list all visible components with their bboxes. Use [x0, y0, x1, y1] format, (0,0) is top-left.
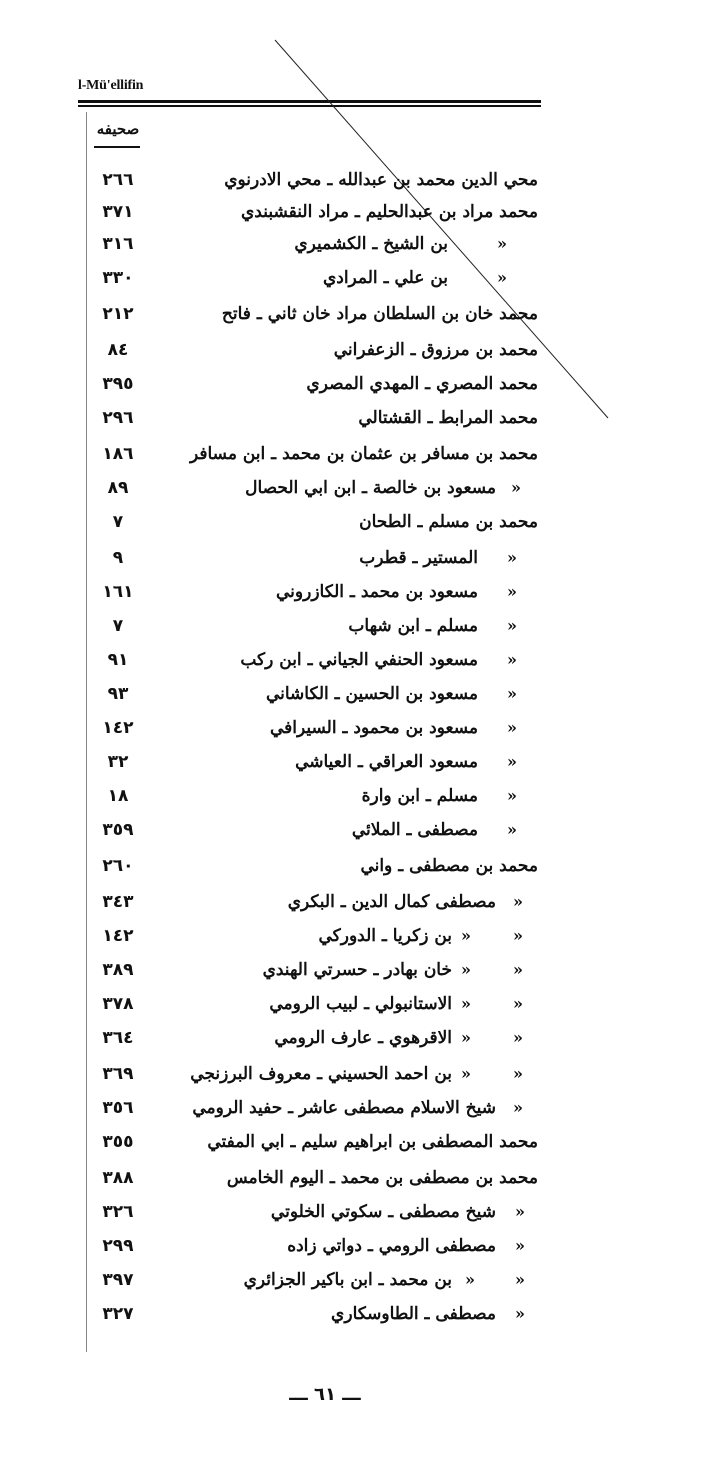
- entry-page-number: ٣٥٩: [102, 820, 134, 840]
- entry-page-number: ٣٥٦: [102, 1098, 134, 1118]
- ditto-mark: »: [513, 960, 523, 979]
- entry-page-number: ٧: [112, 512, 124, 532]
- index-entry: [0, 1230, 703, 1262]
- ditto-mark: »: [461, 994, 471, 1013]
- entry-name: مسلم ـ ابن شهاب: [348, 616, 478, 636]
- ditto-mark: »: [507, 786, 517, 805]
- index-entry: [0, 954, 703, 986]
- entry-page-number: ١٤٢: [102, 926, 134, 946]
- entry-name: الاقرهوي ـ عارف الرومي: [274, 1028, 452, 1048]
- entry-page-number: ٣٦٩: [102, 1064, 134, 1084]
- ditto-mark: »: [513, 994, 523, 1013]
- entry-page-number: ٢٦٠: [102, 856, 134, 876]
- ditto-mark: »: [507, 616, 517, 635]
- ditto-mark: »: [461, 926, 471, 945]
- ditto-mark: »: [507, 820, 517, 839]
- entry-name: مسعود بن خالصة ـ ابن ابي الحصال: [245, 478, 496, 498]
- entry-name: مصطفى الرومي ـ دواتي زاده: [287, 1236, 496, 1256]
- ditto-mark: »: [461, 1064, 471, 1083]
- entry-page-number: ٣٨٨: [102, 1168, 134, 1188]
- entry-name: مسعود العراقي ـ العياشي: [295, 752, 478, 772]
- entry-name: بن احمد الحسيني ـ معروف البرزنجي: [190, 1064, 452, 1084]
- ditto-mark: »: [507, 752, 517, 771]
- entry-name: مصطفى ـ الطاوسكاري: [331, 1304, 496, 1324]
- entry-page-number: ٢٦٦: [102, 170, 134, 190]
- entry-name: محمد المصري ـ المهدي المصري: [306, 374, 538, 394]
- ditto-mark: »: [497, 234, 507, 253]
- entry-page-number: ٣٧٨: [102, 994, 134, 1014]
- entry-name: بن علي ـ المرادي: [322, 268, 448, 288]
- index-entry: [0, 438, 703, 470]
- entry-page-number: ٣٦٤: [102, 1028, 134, 1048]
- index-entry: [0, 610, 703, 642]
- entry-page-number: ٢٩٦: [102, 408, 134, 428]
- entry-page-number: ٣٩٥: [102, 374, 134, 394]
- ditto-mark: »: [507, 548, 517, 567]
- entry-name: محمد بن مسافر بن عثمان بن محمد ـ ابن مسافر: [189, 444, 538, 464]
- index-entry: [0, 746, 703, 778]
- entry-page-number: ٣٣٠: [102, 268, 134, 288]
- index-entry: [0, 196, 703, 228]
- entry-page-number: ١٨: [107, 786, 129, 806]
- ditto-mark: »: [511, 478, 521, 497]
- index-entry: [0, 576, 703, 608]
- entry-name: الاستانبولي ـ لبيب الرومي: [269, 994, 452, 1014]
- entry-page-number: ٣٢٧: [102, 1304, 134, 1324]
- ditto-mark: »: [461, 960, 471, 979]
- ditto-mark: »: [513, 1064, 523, 1083]
- entry-page-number: ٢١٢: [102, 304, 134, 324]
- entry-name: المستير ـ قطرب: [359, 548, 478, 568]
- index-entry: [0, 228, 703, 260]
- index-entry: [0, 262, 703, 294]
- entry-page-number: ٣١٦: [102, 234, 134, 254]
- entry-page-number: ٩٣: [107, 684, 129, 704]
- ditto-mark: »: [461, 1028, 471, 1047]
- ditto-mark: »: [515, 1236, 525, 1255]
- ditto-mark: »: [515, 1202, 525, 1221]
- ditto-mark: »: [507, 718, 517, 737]
- entry-page-number: ١٨٦: [102, 444, 134, 464]
- entry-page-number: ١٤٢: [102, 718, 134, 738]
- index-entry: [0, 506, 703, 538]
- ditto-mark: »: [507, 582, 517, 601]
- index-entry: [0, 334, 703, 366]
- entry-name: بن محمد ـ ابن باكير الجزائري: [243, 1270, 452, 1290]
- index-entry: [0, 1264, 703, 1296]
- entry-name: محمد المصطفى بن ابراهيم سليم ـ ابي المفتي: [207, 1132, 538, 1152]
- entry-page-number: ٧: [112, 616, 124, 636]
- index-entry: [0, 678, 703, 710]
- index-entry: [0, 814, 703, 846]
- index-entry: [0, 712, 703, 744]
- ditto-mark: »: [507, 684, 517, 703]
- entry-page-number: ٨٩: [107, 478, 129, 498]
- entry-page-number: ٣٨٩: [102, 960, 134, 980]
- entry-name: محمد بن مرزوق ـ الزعفراني: [333, 340, 538, 360]
- entry-page-number: ٣٢٦: [102, 1202, 134, 1222]
- ditto-mark: »: [515, 1270, 525, 1289]
- page-column-header: صحيفه: [96, 120, 140, 138]
- entry-page-number: ٣٩٧: [102, 1270, 134, 1290]
- index-entry: [0, 402, 703, 434]
- ditto-mark: »: [513, 892, 523, 911]
- index-entry: [0, 164, 703, 196]
- entry-name: محمد المرابط ـ القشتالي: [358, 408, 538, 428]
- index-entry: [0, 1162, 703, 1194]
- entry-name: مسعود بن محمود ـ السيرافي: [269, 718, 478, 738]
- entry-page-number: ٩: [112, 548, 124, 568]
- entry-name: محمد بن مسلم ـ الطحان: [359, 512, 538, 532]
- ditto-mark: »: [465, 1270, 475, 1289]
- entry-name: مسعود الحنفي الجياني ـ ابن ركب: [240, 650, 478, 670]
- running-head: l-Mü'ellifin: [78, 78, 144, 93]
- entry-name: مسعود بن الحسين ـ الكاشاني: [265, 684, 478, 704]
- ditto-mark: »: [507, 650, 517, 669]
- entry-page-number: ٨٤: [107, 340, 129, 360]
- entry-name: محمد بن مصطفى ـ واني: [360, 856, 538, 876]
- index-entry: [0, 644, 703, 676]
- index-entry: [0, 1022, 703, 1054]
- index-entry: [0, 886, 703, 918]
- index-entry: [0, 920, 703, 952]
- entry-page-number: ٣٧١: [102, 202, 134, 222]
- entry-name: محمد خان بن السلطان مراد خان ثاني ـ فاتح: [221, 304, 538, 324]
- index-entry: [0, 368, 703, 400]
- ditto-mark: »: [513, 926, 523, 945]
- index-entry: [0, 1126, 703, 1158]
- ditto-mark: »: [515, 1304, 525, 1323]
- ditto-mark: »: [513, 1028, 523, 1047]
- entry-name: محي الدين محمد بن عبدالله ـ محي الادرنوي: [224, 170, 538, 190]
- entry-name: مسلم ـ ابن وارة: [361, 786, 478, 806]
- entry-name: مصطفى ـ الملائي: [351, 820, 478, 840]
- index-entry: [0, 298, 703, 330]
- entry-name: محمد مراد بن عبدالحليم ـ مراد النقشبندي: [241, 202, 538, 222]
- index-entry: [0, 1298, 703, 1330]
- entry-page-number: ٢٩٩: [102, 1236, 134, 1256]
- ditto-mark: »: [497, 268, 507, 287]
- index-entry: [0, 988, 703, 1020]
- index-entry: [0, 1196, 703, 1228]
- index-entry: [0, 542, 703, 574]
- entry-page-number: ٩١: [107, 650, 129, 670]
- entry-name: بن زكريا ـ الدوركي: [318, 926, 452, 946]
- entry-name: خان بهادر ـ حسرتي الهندي: [262, 960, 452, 980]
- entry-name: مسعود بن محمد ـ الكازروني: [276, 582, 478, 602]
- entry-name: شيخ الاسلام مصطفى عاشر ـ حفيد الرومي: [192, 1098, 496, 1118]
- index-entry: [0, 850, 703, 882]
- ditto-mark: »: [513, 1098, 523, 1117]
- index-entry: [0, 1058, 703, 1090]
- index-entry: [0, 472, 703, 504]
- entry-page-number: ٣٤٣: [102, 892, 134, 912]
- entry-page-number: ١٦١: [102, 582, 134, 602]
- entry-name: مصطفى كمال الدين ـ البكري: [287, 892, 496, 912]
- index-entry: [0, 780, 703, 812]
- entry-name: شيخ مصطفى ـ سكوتي الخلوتي: [270, 1202, 496, 1222]
- index-entry: [0, 1092, 703, 1124]
- entry-name: محمد بن مصطفى بن محمد ـ اليوم الخامس: [226, 1168, 538, 1188]
- entry-page-number: ٣٢: [107, 752, 129, 772]
- entry-name: بن الشيخ ـ الكشميري: [294, 234, 448, 254]
- page-number: ـــ ٦١ ـــ: [289, 1384, 361, 1405]
- entry-page-number: ٣٥٥: [102, 1132, 134, 1152]
